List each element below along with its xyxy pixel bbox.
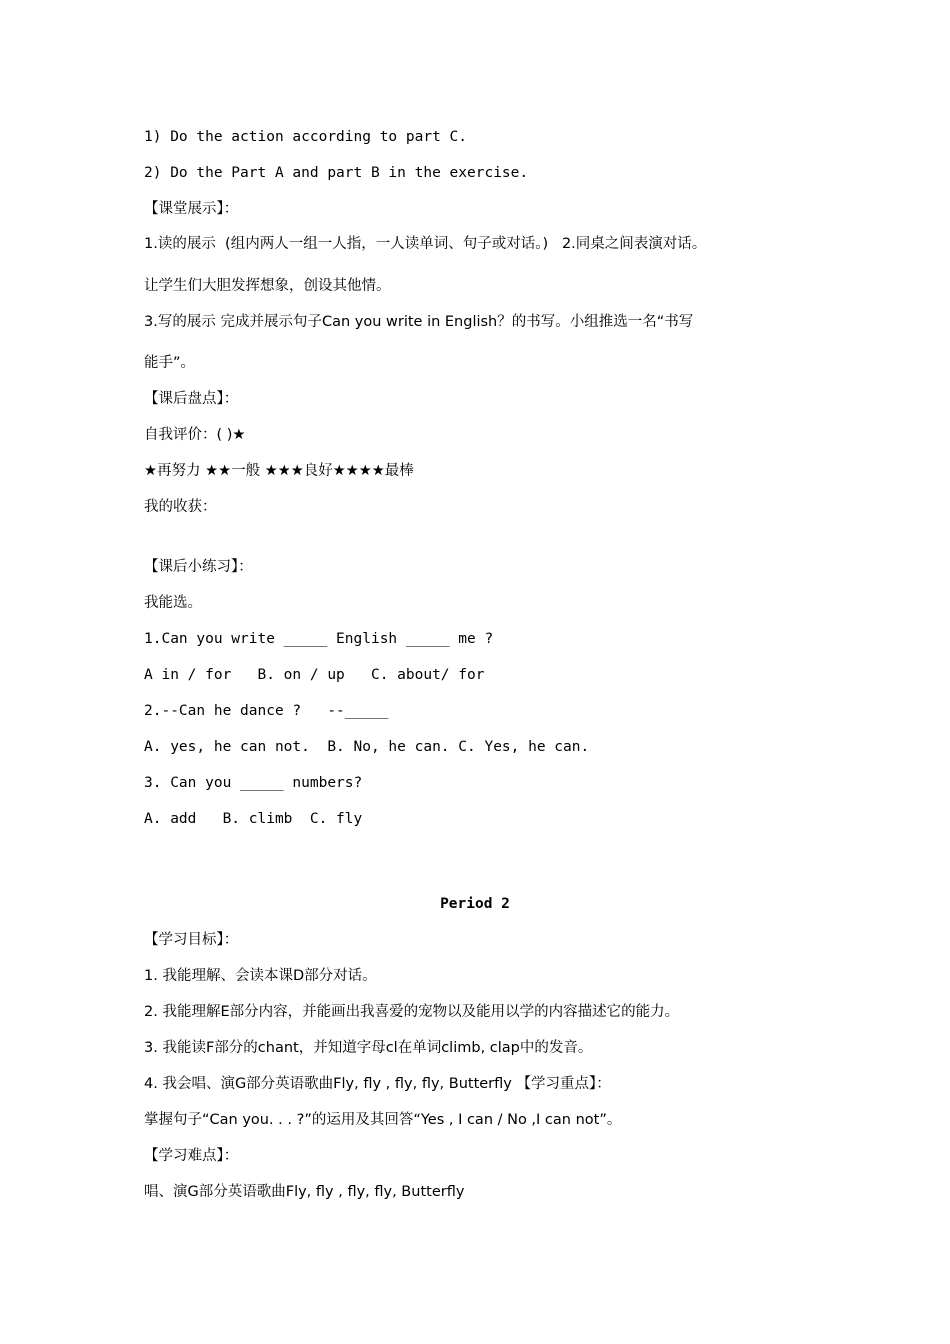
- question-2-options: A. yes, he can not. B. No, he can. C. Yes, he can.: [144, 739, 590, 755]
- section-heading-practice: 【课后小练习】：: [144, 559, 253, 575]
- show-item-3-text: 3.写的展示 完成并展示句子Can you write in English？的书写。小组推选一名“书写: [144, 314, 694, 330]
- my-gains-text: 我的收获：: [144, 499, 217, 515]
- difficulty-text: 唱、演G部分英语歌曲Fly, fly , fly, fly, Butterfly: [144, 1184, 465, 1200]
- section-heading-class-show: 【课堂展示】：: [144, 201, 239, 217]
- practice-instruction: 我能选。: [144, 595, 202, 611]
- step-2-text: 2) Do the Part A and part B in the exercise.: [144, 165, 529, 181]
- step-1-text: 1) Do the action according to part C.: [144, 129, 468, 145]
- objective-1-text: 1. 我能理解、会读本课D部分对话。: [144, 968, 377, 984]
- self-evaluation-text: 自我评价：( )★: [144, 427, 246, 443]
- question-3-text: 3. Can you _____ numbers?: [144, 775, 363, 791]
- objective-3-text: 3. 我能读F部分的chant，并知道字母cl在单词climb, clap中的发音。: [144, 1040, 593, 1056]
- question-1-options: A in / for B. on / up C. about/ for: [144, 667, 485, 683]
- question-3-options: A. add B. climb C. fly: [144, 811, 363, 827]
- question-2-text: 2.--Can he dance ? --_____: [144, 703, 389, 719]
- objective-2-text: 2. 我能理解E部分内容，并能画出我喜爱的宠物以及能用以学的内容描述它的能力。: [144, 1004, 680, 1020]
- objective-4-text: 4. 我会唱、演G部分英语歌曲Fly, fly , fly, fly, Butterfly 【学习重点】：: [144, 1076, 611, 1092]
- section-heading-difficulty: 【学习难点】：: [144, 1148, 239, 1164]
- show-item-1-text: 1.读的展示 (组内两人一组一人指，一人读单词、句子或对话。) 2.同桌之间表演对话。: [144, 236, 707, 252]
- section-heading-objectives: 【学习目标】：: [144, 932, 239, 948]
- question-1-text: 1.Can you write _____ English _____ me ?: [144, 631, 494, 647]
- key-point-text: 掌握句子“Can you. . . ?”的运用及其回答“Yes , I can / No ,I can not”。: [144, 1112, 622, 1128]
- show-item-1-continued: 让学生们大胆发挥想象，创设其他情。: [144, 278, 391, 294]
- section-heading-review: 【课后盘点】：: [144, 391, 239, 407]
- star-rating-legend: ★再努力 ★★一般 ★★★良好★★★★最棒: [144, 463, 414, 479]
- show-item-3-continued: 能手”。: [144, 355, 196, 371]
- period-title: Period 2: [440, 896, 510, 912]
